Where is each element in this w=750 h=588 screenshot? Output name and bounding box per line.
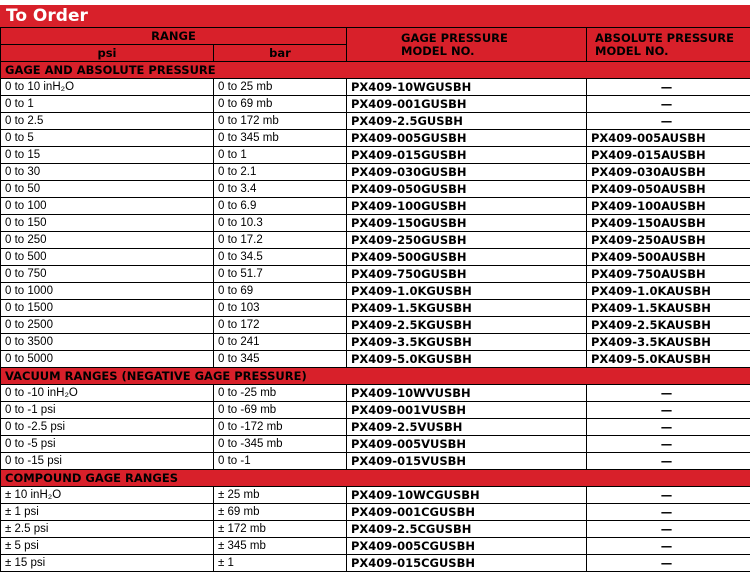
gage-model-cell: PX409-1.0KGUSBH	[347, 283, 587, 300]
bar-cell: 0 to -172 mb	[214, 419, 347, 436]
bar-cell: 0 to 25 mb	[214, 79, 347, 96]
abs-model-cell: PX409-015AUSBH	[587, 147, 750, 164]
bar-cell: 0 to 241	[214, 334, 347, 351]
psi-cell: 0 to 2500	[1, 317, 214, 334]
gage-model-header-line1: GAGE PRESSURE	[401, 30, 508, 45]
bar-cell: 0 to -1	[214, 453, 347, 470]
psi-cell: ± 1 psi	[1, 504, 214, 521]
gage-model-cell: PX409-2.5KGUSBH	[347, 317, 587, 334]
gage-model-cell: PX409-10WGUSBH	[347, 79, 587, 96]
gage-model-cell: PX409-250GUSBH	[347, 232, 587, 249]
table-row	[1, 96, 750, 113]
abs-model-cell: —	[587, 521, 750, 538]
table-row	[1, 164, 750, 181]
gage-model-cell: PX409-005CGUSBH	[347, 538, 587, 555]
psi-cell: 0 to 3500	[1, 334, 214, 351]
psi-cell: 0 to -2.5 psi	[1, 419, 214, 436]
abs-model-header-line1: ABSOLUTE PRESSURE	[595, 30, 734, 45]
gage-model-cell: PX409-10WVUSBH	[347, 385, 587, 402]
bar-cell: 0 to 345	[214, 351, 347, 368]
psi-cell: 0 to 1500	[1, 300, 214, 317]
psi-cell: 0 to 5	[1, 130, 214, 147]
section-title: VACUUM RANGES (NEGATIVE GAGE PRESSURE)	[1, 368, 750, 385]
gage-model-cell: PX409-750GUSBH	[347, 266, 587, 283]
psi-cell: 0 to -5 psi	[1, 436, 214, 453]
abs-model-cell: PX409-2.5KAUSBH	[587, 317, 750, 334]
table-row	[1, 453, 750, 470]
bar-cell: 0 to 1	[214, 147, 347, 164]
gage-model-cell: PX409-1.5KGUSBH	[347, 300, 587, 317]
header-row-range	[1, 28, 750, 45]
psi-cell: 0 to 250	[1, 232, 214, 249]
range-header: RANGE	[1, 28, 347, 45]
bar-header: bar	[214, 45, 347, 62]
table-row	[1, 487, 750, 504]
bar-cell: 0 to 69 mb	[214, 96, 347, 113]
psi-cell: 0 to 500	[1, 249, 214, 266]
section-title: GAGE AND ABSOLUTE PRESSURE	[1, 62, 750, 79]
section-header-row	[1, 368, 750, 385]
abs-model-cell: PX409-100AUSBH	[587, 198, 750, 215]
bar-cell: ± 345 mb	[214, 538, 347, 555]
table-row	[1, 249, 750, 266]
abs-model-cell: —	[587, 538, 750, 555]
abs-model-cell: PX409-5.0KAUSBH	[587, 351, 750, 368]
table-row	[1, 419, 750, 436]
table-row	[1, 147, 750, 164]
abs-model-cell: —	[587, 436, 750, 453]
gage-model-cell: PX409-5.0KGUSBH	[347, 351, 587, 368]
bar-cell: 0 to 10.3	[214, 215, 347, 232]
section-header-row	[1, 470, 750, 487]
table-row	[1, 402, 750, 419]
psi-cell: 0 to 1000	[1, 283, 214, 300]
bar-cell: 0 to -25 mb	[214, 385, 347, 402]
gage-model-cell: PX409-015GUSBH	[347, 147, 587, 164]
abs-model-cell: PX409-150AUSBH	[587, 215, 750, 232]
table-row	[1, 317, 750, 334]
gage-model-cell: PX409-100GUSBH	[347, 198, 587, 215]
abs-model-cell: —	[587, 96, 750, 113]
psi-cell: ± 10 inH₂O	[1, 487, 214, 504]
table-row	[1, 385, 750, 402]
gage-model-header	[347, 28, 587, 62]
table-row	[1, 538, 750, 555]
table-row	[1, 198, 750, 215]
psi-cell: 0 to 750	[1, 266, 214, 283]
abs-model-cell: PX409-005AUSBH	[587, 130, 750, 147]
gage-model-header-line2: MODEL NO.	[401, 43, 475, 58]
bar-cell: 0 to 103	[214, 300, 347, 317]
gage-model-cell: PX409-050GUSBH	[347, 181, 587, 198]
bar-cell: 0 to -69 mb	[214, 402, 347, 419]
psi-cell: 0 to 15	[1, 147, 214, 164]
table-row	[1, 351, 750, 368]
order-table-body	[1, 62, 750, 572]
abs-model-cell: —	[587, 487, 750, 504]
psi-cell: ± 15 psi	[1, 555, 214, 572]
table-row	[1, 521, 750, 538]
abs-model-cell: PX409-500AUSBH	[587, 249, 750, 266]
abs-model-cell: —	[587, 113, 750, 130]
abs-model-cell: —	[587, 419, 750, 436]
abs-model-cell: PX409-1.0KAUSBH	[587, 283, 750, 300]
bar-cell: 0 to 34.5	[214, 249, 347, 266]
gage-model-cell: PX409-10WCGUSBH	[347, 487, 587, 504]
psi-cell: 0 to 5000	[1, 351, 214, 368]
psi-cell: 0 to -15 psi	[1, 453, 214, 470]
table-row	[1, 232, 750, 249]
table-row	[1, 334, 750, 351]
abs-model-cell: PX409-050AUSBH	[587, 181, 750, 198]
psi-header: psi	[1, 45, 214, 62]
psi-cell: 0 to 2.5	[1, 113, 214, 130]
bar-cell: 0 to 2.1	[214, 164, 347, 181]
gage-model-cell: PX409-2.5VUSBH	[347, 419, 587, 436]
bar-cell: 0 to 51.7	[214, 266, 347, 283]
abs-model-cell: PX409-250AUSBH	[587, 232, 750, 249]
section-header-row	[1, 62, 750, 79]
gage-model-cell: PX409-2.5GUSBH	[347, 113, 587, 130]
order-table	[0, 27, 750, 572]
bar-cell: ± 1	[214, 555, 347, 572]
section-title: COMPOUND GAGE RANGES	[1, 470, 750, 487]
gage-model-cell: PX409-3.5KGUSBH	[347, 334, 587, 351]
gage-model-cell: PX409-015VUSBH	[347, 453, 587, 470]
table-row	[1, 504, 750, 521]
abs-model-cell: —	[587, 402, 750, 419]
bar-cell: 0 to 69	[214, 283, 347, 300]
abs-model-cell: PX409-1.5KAUSBH	[587, 300, 750, 317]
table-row	[1, 113, 750, 130]
psi-cell: 0 to 50	[1, 181, 214, 198]
table-row	[1, 130, 750, 147]
table-row	[1, 283, 750, 300]
psi-cell: 0 to -10 inH₂O	[1, 385, 214, 402]
bar-cell: 0 to 6.9	[214, 198, 347, 215]
table-row	[1, 79, 750, 96]
gage-model-cell: PX409-500GUSBH	[347, 249, 587, 266]
abs-model-cell: PX409-750AUSBH	[587, 266, 750, 283]
gage-model-cell: PX409-001GUSBH	[347, 96, 587, 113]
table-row	[1, 266, 750, 283]
bar-cell: 0 to -345 mb	[214, 436, 347, 453]
bar-cell: 0 to 172 mb	[214, 113, 347, 130]
psi-cell: ± 5 psi	[1, 538, 214, 555]
page-title: To Order	[0, 5, 750, 27]
psi-cell: 0 to 150	[1, 215, 214, 232]
gage-model-cell: PX409-150GUSBH	[347, 215, 587, 232]
psi-cell: 0 to -1 psi	[1, 402, 214, 419]
gage-model-cell: PX409-2.5CGUSBH	[347, 521, 587, 538]
bar-cell: ± 25 mb	[214, 487, 347, 504]
bar-cell: 0 to 345 mb	[214, 130, 347, 147]
psi-cell: 0 to 1	[1, 96, 214, 113]
gage-model-cell: PX409-005VUSBH	[347, 436, 587, 453]
abs-model-header-line2: MODEL NO.	[595, 43, 669, 58]
table-row	[1, 181, 750, 198]
table-row	[1, 300, 750, 317]
abs-model-cell: PX409-030AUSBH	[587, 164, 750, 181]
bar-cell: ± 172 mb	[214, 521, 347, 538]
abs-model-cell: —	[587, 555, 750, 572]
table-row	[1, 555, 750, 572]
gage-model-cell: PX409-005GUSBH	[347, 130, 587, 147]
bar-cell: 0 to 172	[214, 317, 347, 334]
psi-cell: 0 to 10 inH₂O	[1, 79, 214, 96]
psi-cell: ± 2.5 psi	[1, 521, 214, 538]
bar-cell: 0 to 17.2	[214, 232, 347, 249]
gage-model-cell: PX409-030GUSBH	[347, 164, 587, 181]
abs-model-cell: —	[587, 79, 750, 96]
gage-model-cell: PX409-015CGUSBH	[347, 555, 587, 572]
psi-cell: 0 to 30	[1, 164, 214, 181]
table-row	[1, 215, 750, 232]
bar-cell: 0 to 3.4	[214, 181, 347, 198]
abs-model-cell: PX409-3.5KAUSBH	[587, 334, 750, 351]
psi-cell: 0 to 100	[1, 198, 214, 215]
abs-model-cell: —	[587, 453, 750, 470]
abs-model-header	[587, 28, 750, 62]
abs-model-cell: —	[587, 504, 750, 521]
gage-model-cell: PX409-001VUSBH	[347, 402, 587, 419]
table-row	[1, 436, 750, 453]
gage-model-cell: PX409-001CGUSBH	[347, 504, 587, 521]
abs-model-cell: —	[587, 385, 750, 402]
bar-cell: ± 69 mb	[214, 504, 347, 521]
